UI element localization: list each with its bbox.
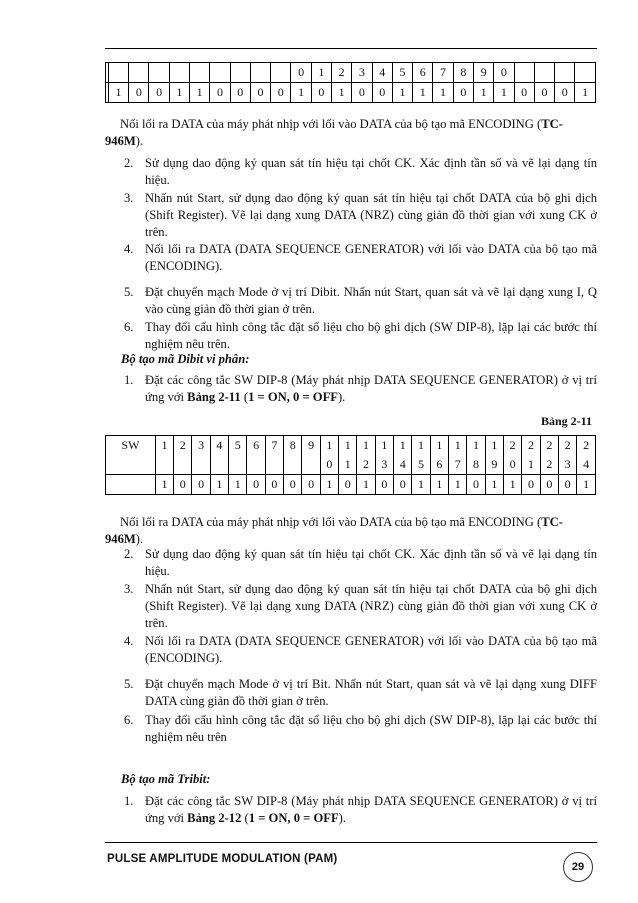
table-cell [229,455,247,475]
table-cell: 0 [129,83,149,103]
table-cell: 2 [559,436,577,456]
table-cell: 1 [494,83,514,103]
table-cell: 1 [339,455,357,475]
table-ref: Bảng 2-11 [187,390,241,404]
step-text: Sử dụng dao động ký quan sát tín hiệu tại chốt CK. Xác định tần số và vẽ lại dạng tín hiệu. [145,156,597,187]
table-cell: 0 [394,475,412,495]
table-cell: 3 [352,63,372,83]
table-cell: 0 [504,455,522,475]
table-cell [106,475,156,495]
table-cell [108,63,128,83]
table-cell: 1 [210,475,228,495]
table-cell: 1 [229,475,247,495]
paragraph-end: ). [135,532,144,546]
list-item [124,284,597,318]
table-cell: 4 [210,436,228,456]
table-cell: 1 [291,83,311,103]
table-cell: 2 [331,63,351,83]
table-cell: 1 [392,83,412,103]
step-text-end: ). [337,390,346,404]
table-cell [106,455,156,475]
model-code: TC-946M [105,515,563,546]
table-cell: 1 [504,475,522,495]
table-cell: 8 [284,436,302,456]
table-cell: 1 [311,63,331,83]
step-text: Nối lối ra DATA (DATA SEQUENCE GENERATOR) với lối vào DATA của bộ tạo mã (ENCODING). [145,242,597,273]
table-cell: 0 [284,475,302,495]
table-cell: 1 [412,436,430,456]
table-cell [514,63,534,83]
table-cell: 3 [559,455,577,475]
table-cell: 1 [155,436,173,456]
table-cell: 1 [357,436,375,456]
step-number: 2. [124,156,134,170]
table-cell: 1 [485,475,503,495]
table-cell: 1 [190,83,210,103]
step-text [145,793,597,827]
table-cell: 0 [559,475,577,495]
step-number: 6. [124,713,134,727]
table-cell: 1 [467,436,485,456]
paragraph-connect-data [105,116,597,150]
table-cell: 1 [320,436,338,456]
step-text: Đặt chuyển mạch Mode ở vị trí Bit. Nhấn nút Start, quan sát và vẽ lại dạng xung DIFF DATA cùng giản đồ thời gian ở trên. [145,677,597,708]
step-text: Nhấn nút Start, sử dụng dao động ký quan sát tín hiệu tại chốt DATA của bộ ghi dịch (Shift Register). Vẽ lại dạng xung DATA (NRZ) cùng giản đồ thời gian với xung CK ở trên. [145,582,597,630]
list-item [124,712,597,746]
step-tribit-setup [124,793,597,829]
table-cell: 0 [247,475,265,495]
step-text: Nối lối ra DATA (DATA SEQUENCE GENERATOR) với lối vào DATA của bộ tạo mã (ENCODING). [145,634,597,665]
table-cell [129,63,149,83]
step-number: 2. [124,547,134,561]
table-cell [230,63,250,83]
table-cell: 4 [394,455,412,475]
table-cell: 4 [372,63,392,83]
table-cell: 1 [155,475,173,495]
step-number: 5. [124,677,134,691]
table-cell [190,63,210,83]
table-header-row [106,436,596,456]
table-cell: 7 [433,63,453,83]
step-text-main: Đặt các công tắc SW DIP-8 (Máy phát nhịp DATA SEQUENCE GENERATOR) ở vị trí ứng với [145,794,597,825]
step-number: 4. [124,634,134,648]
table-cell: 1 [430,475,448,495]
footer-rule [105,842,597,843]
table-cell: SW [106,436,156,456]
section-heading-tribit: Bộ tạo mã Tribit: [121,772,211,786]
switch-legend: 1 = ON, 0 = OFF [248,811,339,825]
table-cell [575,63,596,83]
step-number: 1. [124,373,134,387]
table-cell [169,63,189,83]
table-cell: 1 [339,436,357,456]
step-text [145,372,597,406]
table-row [106,83,596,103]
table-cell: 1 [413,83,433,103]
table-cell: 8 [453,63,473,83]
list-item [124,190,597,241]
table-cell [149,63,169,83]
step-number: 5. [124,285,134,299]
table-cell: 0 [522,475,540,495]
step-number: 6. [124,320,134,334]
paragraph-end: ). [135,134,144,148]
list-item [124,676,597,710]
table-cell: 4 [577,455,596,475]
table-cell: 0 [250,83,270,103]
step-text-mid: ( [240,390,249,404]
table-cell: 9 [473,63,493,83]
table-cell [265,455,283,475]
table-cell: 1 [430,436,448,456]
table-cell: 0 [302,475,320,495]
table-cell: 0 [339,475,357,495]
table-cell: 7 [449,455,467,475]
table-caption: Bảng 2-11 [541,414,593,428]
table-cell: 1 [449,436,467,456]
table-cell: 0 [210,83,230,103]
step-text: Sử dụng dao động ký quan sát tín hiệu tại chốt CK. Xác định tần số và vẽ lại dạng tín hiệu. [145,547,597,578]
table-cell: 0 [174,475,192,495]
table-cell [210,63,230,83]
step-text-mid: ( [241,811,249,825]
step-text: Nhấn nút Start, sử dụng dao động ký quan sát tín hiệu tại chốt DATA của bộ ghi dịch (Shift Register). Vẽ lại dạng xung DATA (NRZ) cùng giản đồ thời gian với xung CK ở trên. [145,191,597,239]
step-number: 3. [124,582,134,596]
table-cell: 1 [577,475,596,495]
list-item [124,319,597,353]
step-number: 1. [124,794,134,808]
table-cell: 1 [412,475,430,495]
table-cell: 2 [540,436,558,456]
footer-title: PULSE AMPLITUDE MODULATION (PAM) [107,853,338,865]
table-cell: 3 [192,436,210,456]
table-cell: 1 [394,436,412,456]
table-cell: 0 [352,83,372,103]
header-rule [105,48,597,49]
table-cell [210,455,228,475]
table-cell: 0 [534,83,554,103]
table-cell [271,63,291,83]
table-cell: 6 [247,436,265,456]
table-cell: 3 [375,455,393,475]
step-text: Thay đổi cấu hình công tắc đặt số liệu cho bộ ghi dịch (SW DIP-8), lặp lại các bước thí nghiệm nêu trên [145,713,597,744]
table-cell: 2 [577,436,596,456]
step-text: Thay đổi cấu hình công tắc đặt số liệu cho bộ ghi dịch (SW DIP-8), lặp lại các bước thí nghiệm nêu trên. [145,320,597,351]
table-cell: 7 [265,436,283,456]
table-cell [555,63,575,83]
table-cell: 5 [392,63,412,83]
table-cell [174,455,192,475]
table-cell: 1 [575,83,596,103]
table-cell: 0 [375,475,393,495]
step-number: 3. [124,191,134,205]
table-cell: 0 [265,475,283,495]
table-cell [534,63,554,83]
table-cell: 2 [174,436,192,456]
table-cell: 1 [522,455,540,475]
table-cell: 0 [467,475,485,495]
paragraph-text: Nối lối ra DATA của máy phát nhịp với lối vào DATA của bộ tạo mã ENCODING ( [120,515,542,529]
table-cell [284,455,302,475]
table-header-row-2 [106,455,596,475]
list-item [124,581,597,632]
table-cell: 1 [331,83,351,103]
switch-table-2-11 [105,435,596,495]
paragraph-connect-data-2 [105,514,597,548]
section-heading-dibit: Bộ tạo mã Dibit vi phân: [121,352,250,366]
table-cell: 5 [229,436,247,456]
model-code: TC-946M [105,117,563,148]
list-item [124,155,597,189]
table-cell: 9 [485,455,503,475]
table-cell: 0 [291,63,311,83]
table-ref: Bảng 2-12 [187,811,242,825]
table-cell: 1 [357,475,375,495]
table-cell: 8 [467,455,485,475]
step-dibit-setup [124,372,597,408]
list-item [124,633,597,667]
step-text: Đặt chuyển mạch Mode ở vị trí Dibit. Nhấn nút Start, quan sát và vẽ lại dạng xung I, Q vào cùng giản đồ thời gian ở trên. [145,285,597,316]
table-cell [250,63,270,83]
table-cell: 0 [540,475,558,495]
table-cell: 1 [375,436,393,456]
table-cell: 1 [473,83,493,103]
switch-table-continued [105,62,596,103]
list-item [124,546,597,580]
table-cell: 2 [504,436,522,456]
table-cell: 0 [514,83,534,103]
table-cell: 9 [302,436,320,456]
table-cell: 5 [412,455,430,475]
table-cell: 6 [430,455,448,475]
table-cell: 0 [372,83,392,103]
table-cell: 0 [555,83,575,103]
step-text-main: Đặt các công tắc SW DIP-8 (Máy phát nhịp DATA SEQUENCE GENERATOR) ở vị trí ứng với [145,373,597,404]
table-cell: 1 [320,475,338,495]
table-row [106,475,596,495]
table-cell: 0 [311,83,331,103]
table-cell: 1 [449,475,467,495]
table-cell: 2 [522,436,540,456]
list-item [124,241,597,275]
table-cell: 0 [271,83,291,103]
table-cell [247,455,265,475]
table-cell: 1 [433,83,453,103]
table-cell [155,455,173,475]
table-cell: 0 [192,475,210,495]
table-cell: 0 [453,83,473,103]
paragraph-text: Nối lối ra DATA của máy phát nhịp với lối vào DATA của bộ tạo mã ENCODING ( [120,117,542,131]
table-cell: 0 [320,455,338,475]
table-cell: 1 [169,83,189,103]
table-cell: 6 [413,63,433,83]
step-text-end: ). [338,811,347,825]
table-cell: 2 [540,455,558,475]
table-cell: 2 [357,455,375,475]
table-cell: 1 [485,436,503,456]
page-number: 29 [563,852,593,882]
table-cell: 0 [494,63,514,83]
table-cell: 1 [108,83,128,103]
step-number: 4. [124,242,134,256]
table-cell [302,455,320,475]
switch-legend: 1 = ON, 0 = OFF [248,390,338,404]
table-cell: 0 [230,83,250,103]
table-cell [192,455,210,475]
table-cell: 0 [149,83,169,103]
table-header-row [106,63,596,83]
